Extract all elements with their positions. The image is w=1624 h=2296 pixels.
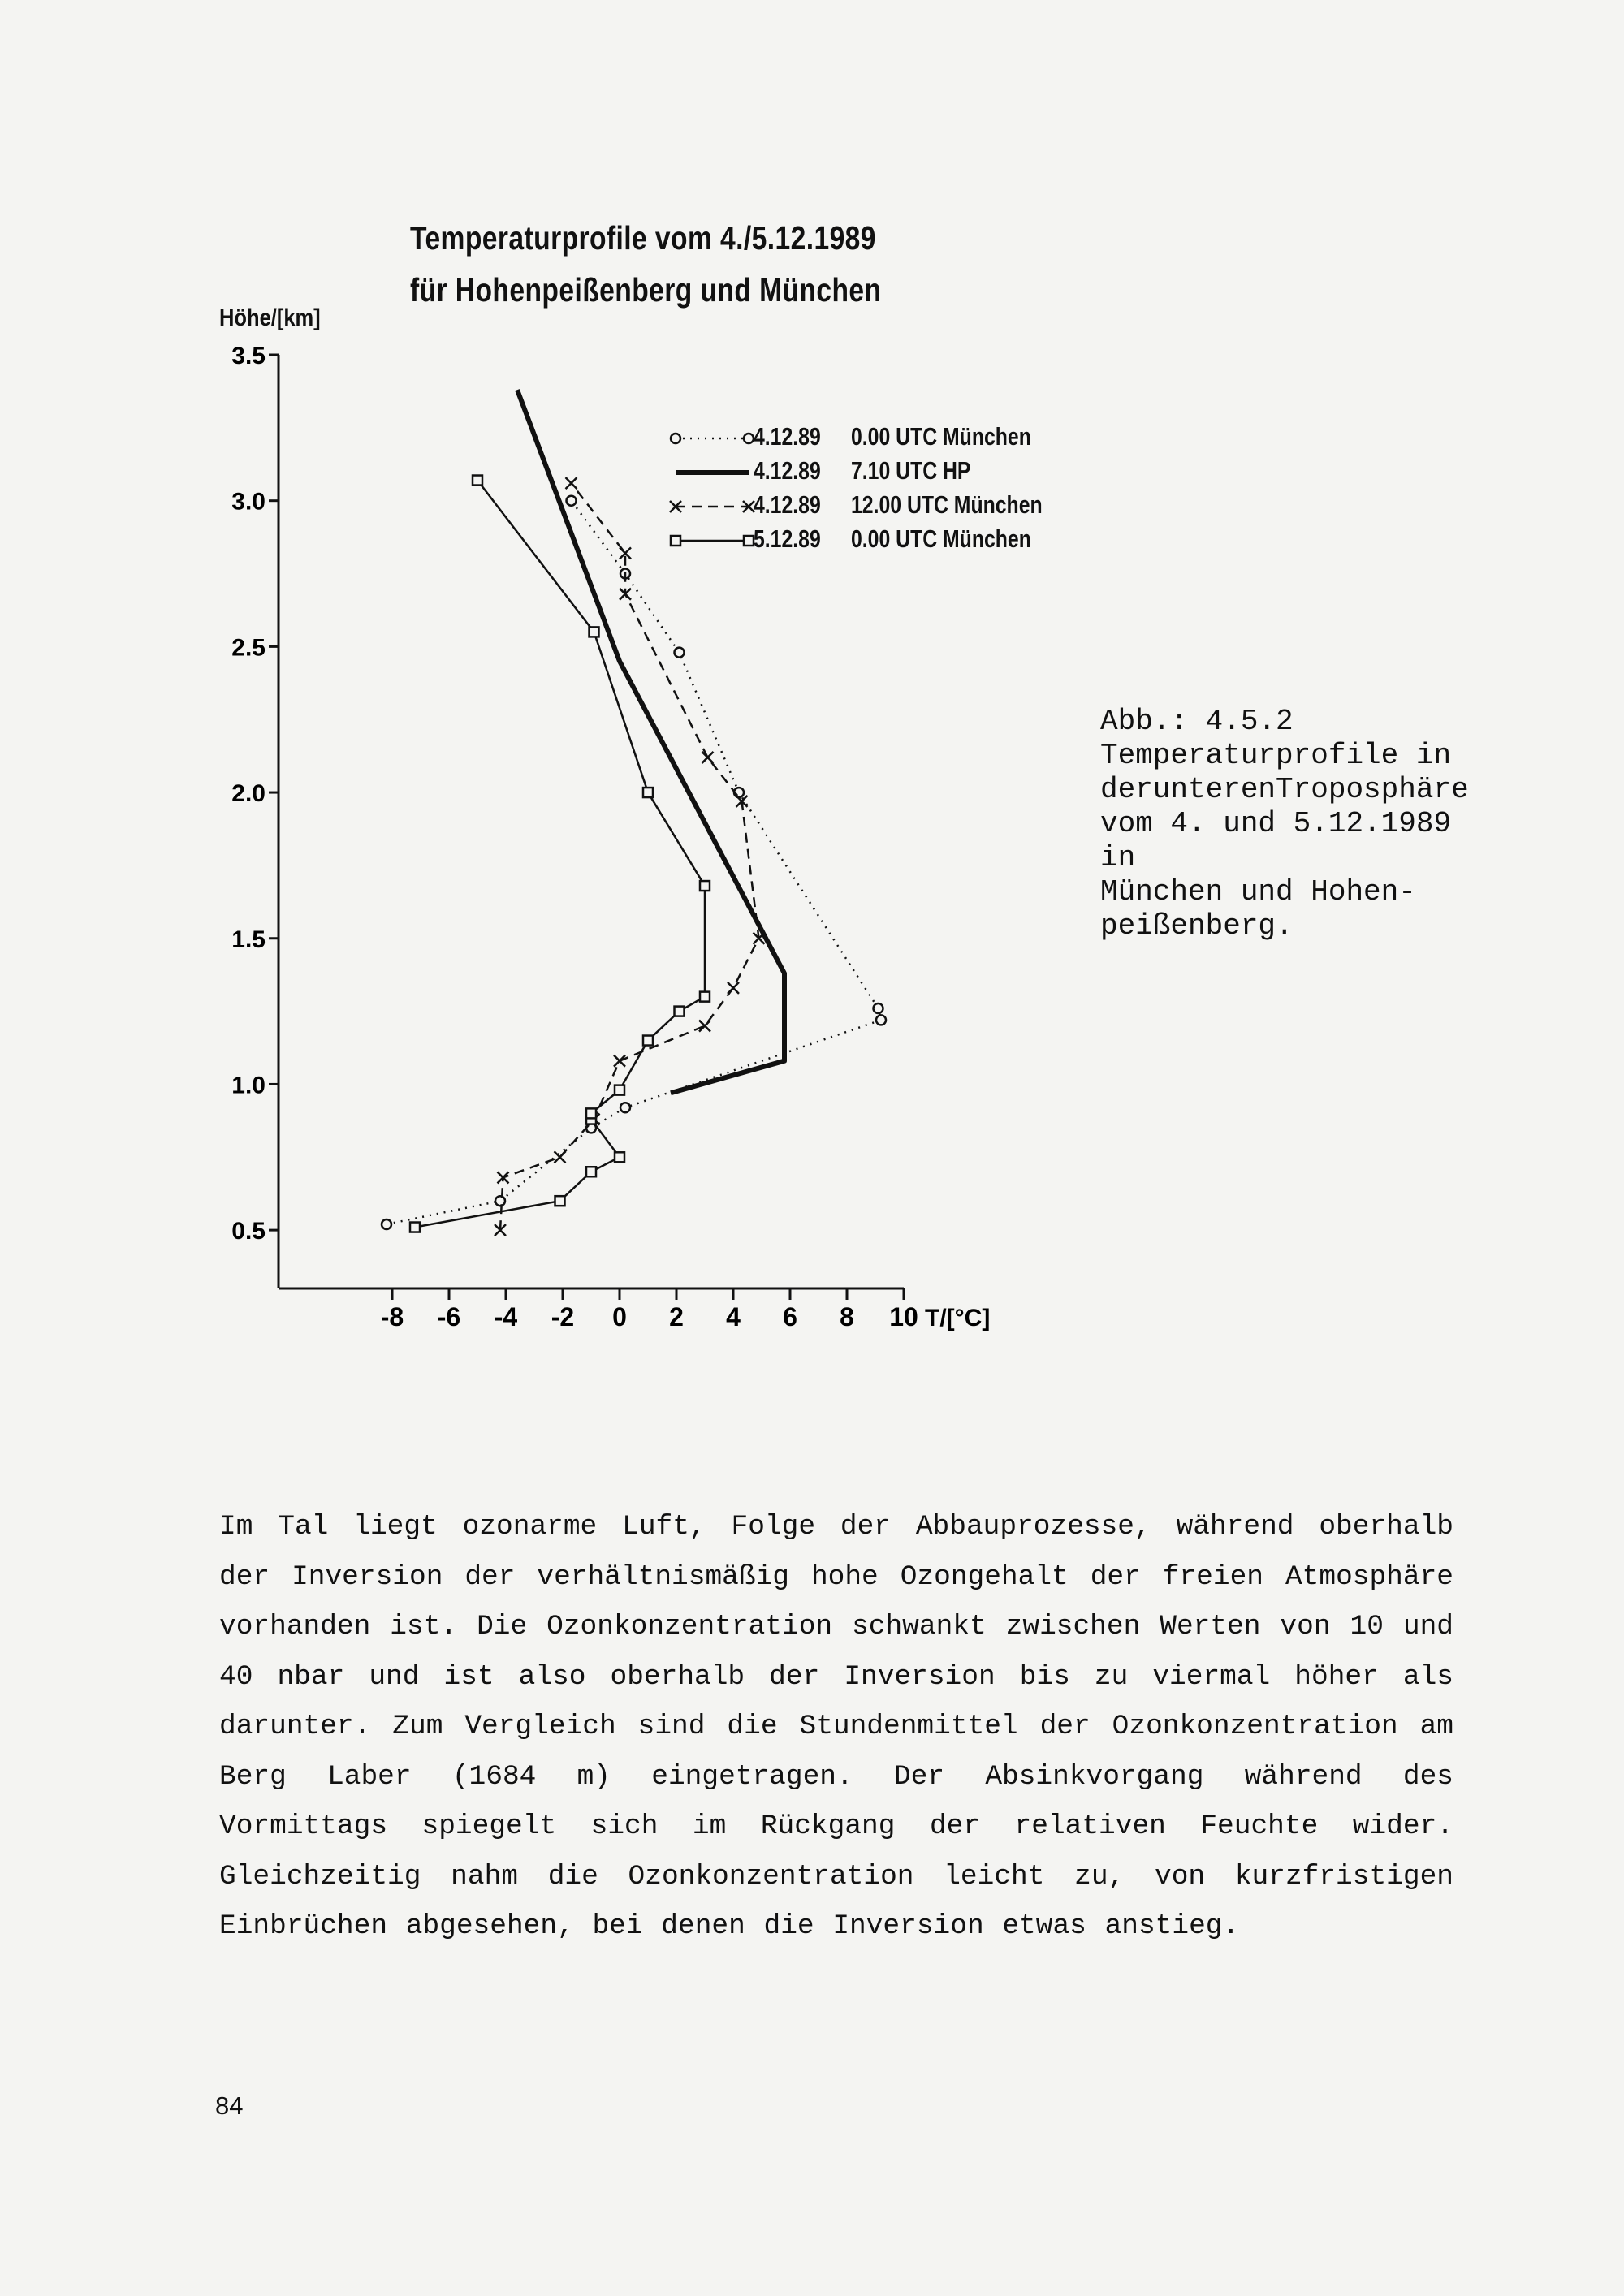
series-1-point bbox=[675, 648, 685, 658]
x-axis-label: T/[°C] bbox=[925, 1305, 991, 1331]
legend-marker-start bbox=[671, 434, 680, 443]
series-1-point bbox=[495, 1196, 505, 1206]
y-axis-label: Höhe/[km] bbox=[219, 304, 321, 331]
series-4-point bbox=[590, 627, 599, 637]
y-tick-label: 1.0 bbox=[231, 1072, 266, 1099]
series-4-point bbox=[643, 1036, 653, 1046]
x-tick-label: 2 bbox=[669, 1302, 684, 1331]
legend-date: 4.12.89 bbox=[754, 422, 821, 451]
x-tick-label: 4 bbox=[726, 1302, 741, 1331]
series-3-point bbox=[614, 1055, 625, 1067]
x-tick-label: 10 bbox=[889, 1302, 918, 1331]
x-tick-label: -4 bbox=[494, 1302, 518, 1331]
legend-time: 0.00 UTC München bbox=[851, 524, 1031, 553]
series-1-point bbox=[876, 1015, 886, 1025]
series-4-point bbox=[700, 881, 710, 891]
series-line-4 bbox=[415, 481, 705, 1228]
x-tick-label: -8 bbox=[380, 1302, 404, 1331]
y-tick-label: 3.5 bbox=[231, 343, 266, 369]
x-tick-label: -2 bbox=[551, 1302, 575, 1331]
figure-caption bbox=[1100, 705, 1469, 943]
series-4-point bbox=[615, 1085, 624, 1095]
series-4-point bbox=[555, 1196, 565, 1206]
figure-title-line1: Temperaturprofile vom 4./5.12.1989 bbox=[410, 219, 876, 257]
series-4-point bbox=[675, 1007, 685, 1016]
legend-date: 5.12.89 bbox=[754, 524, 821, 553]
legend-time: 12.00 UTC München bbox=[851, 490, 1043, 519]
series-4-point bbox=[700, 992, 710, 1002]
y-tick-label: 2.5 bbox=[231, 634, 266, 662]
y-tick-label: 0.5 bbox=[231, 1218, 266, 1245]
legend-item-3 bbox=[754, 490, 1043, 520]
series-1-point bbox=[874, 1003, 883, 1013]
x-tick-label: 6 bbox=[783, 1302, 797, 1331]
x-tick-label: -6 bbox=[437, 1302, 461, 1331]
legend-marker-start bbox=[671, 536, 680, 546]
body-paragraph: Im Tal liegt ozonarme Luft, Folge der Abbauprozesse, während oberhalb der Inversion der verhältnismäßig hohe Ozongehalt der freien Atmosphäre vorhanden ist. Die Ozonkonzentration schwankt zwischen Werten von 10 und 40 nbar und ist also oberhalb der Inversion bis zu viermal höher als darunter. Zum Vergleich sind die Stundenmittel der Ozonkonzentration am Berg Laber (1684 m) eingetragen. Der Absinkvorgang während des Vormittags spiegelt sich im Rückgang der relativen Feuchte wider. Gleichzeitig nahm die Ozonkonzentration leicht zu, von kurzfristigen Einbrüchen abgesehen, bei denen die Inversion etwas anstieg. bbox=[219, 1511, 1453, 1942]
legend-time: 7.10 UTC HP bbox=[851, 456, 971, 485]
series-3-point bbox=[699, 1021, 710, 1032]
series-4-point bbox=[586, 1167, 596, 1176]
series-3-point bbox=[555, 1151, 566, 1163]
legend-date: 4.12.89 bbox=[754, 490, 821, 519]
legend-item-1 bbox=[754, 422, 1031, 451]
series-3-point bbox=[498, 1172, 509, 1183]
page-number: 84 bbox=[215, 2091, 244, 2120]
legend-time: 0.00 UTC München bbox=[851, 422, 1031, 451]
series-1-point bbox=[620, 1103, 630, 1112]
legend-date: 4.12.89 bbox=[754, 456, 821, 485]
legend-marker-end bbox=[744, 434, 754, 443]
series-line-2 bbox=[517, 390, 784, 1093]
series-4-point bbox=[473, 476, 482, 486]
series-3-point bbox=[702, 752, 714, 763]
x-tick-label: 8 bbox=[840, 1302, 854, 1331]
y-tick-label: 2.0 bbox=[231, 780, 266, 808]
y-tick-label: 3.0 bbox=[231, 488, 266, 516]
series-4-point bbox=[410, 1223, 420, 1232]
series-1-point bbox=[567, 496, 577, 506]
series-4-point bbox=[615, 1152, 624, 1162]
legend-marker-end bbox=[744, 536, 754, 546]
series-4-point bbox=[643, 788, 653, 797]
y-tick-label: 1.5 bbox=[231, 926, 266, 953]
series-3-point bbox=[566, 477, 577, 489]
x-tick-label: 0 bbox=[612, 1302, 627, 1331]
caption-label: Abb.: 4.5.2 bbox=[1100, 705, 1294, 738]
figure-title-line2: für Hohenpeißenberg und München bbox=[410, 271, 882, 309]
series-3-point bbox=[728, 982, 739, 994]
legend-item-4 bbox=[754, 524, 1031, 554]
series-1-point bbox=[382, 1219, 391, 1229]
caption-text: Temperaturprofile in derunterenTroposphäre vom 4. und 5.12.1989 in München und Hohen- peißenberg. bbox=[1100, 739, 1469, 943]
legend-item-2 bbox=[754, 456, 970, 486]
series-4-point bbox=[586, 1108, 596, 1118]
